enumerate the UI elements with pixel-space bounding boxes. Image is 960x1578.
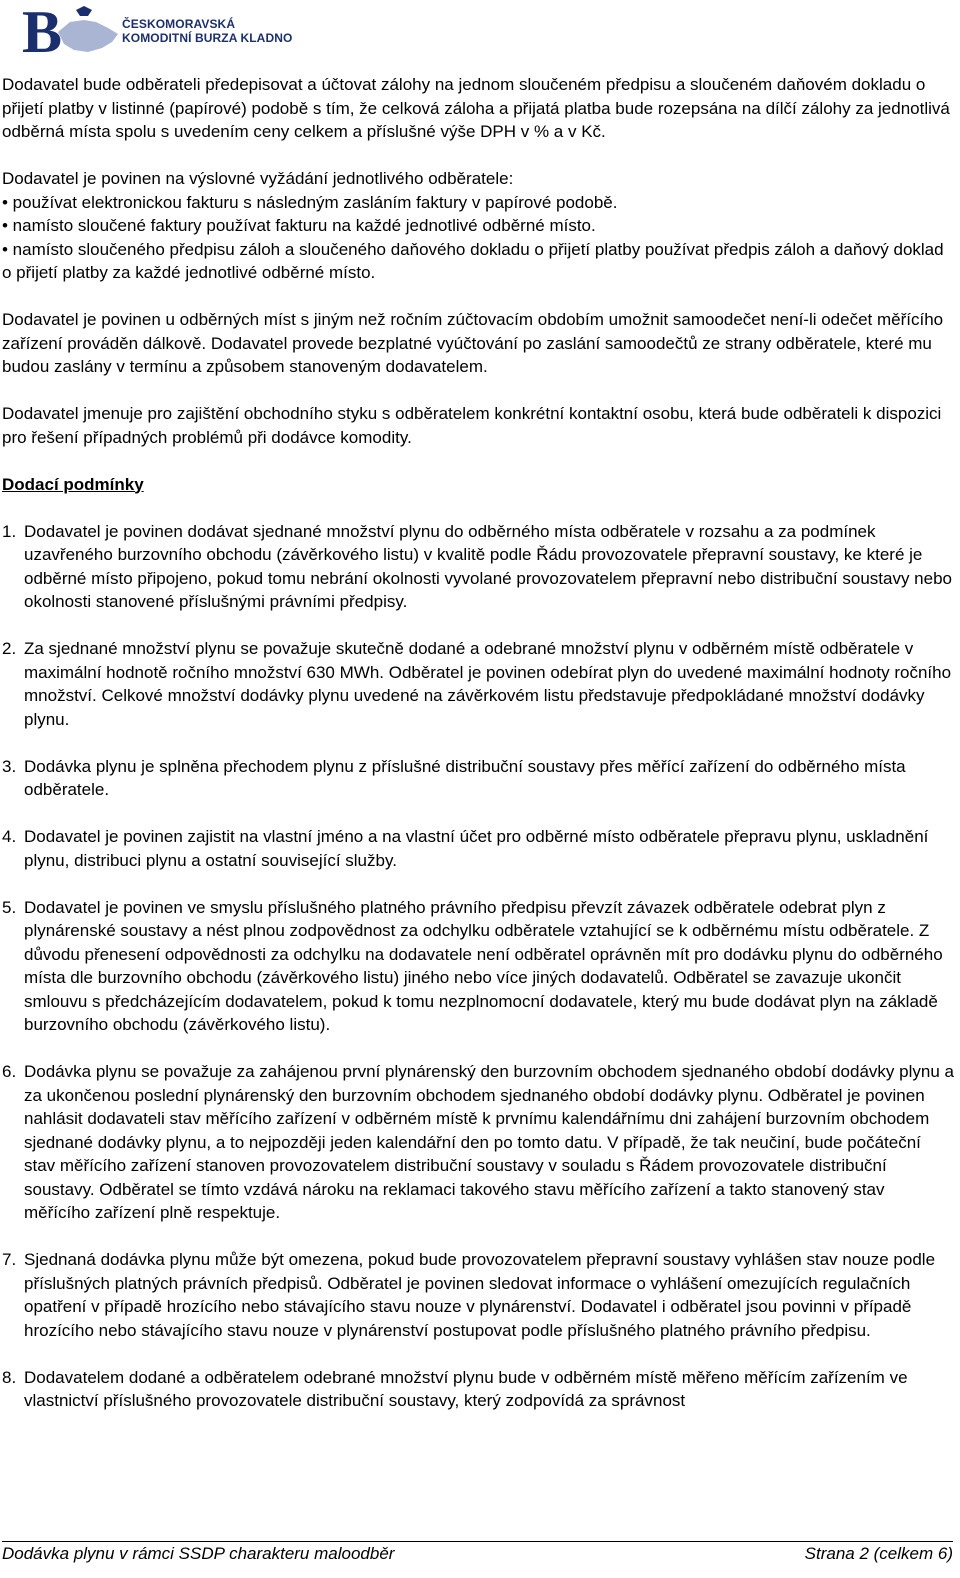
list-item-number: 7. xyxy=(2,1250,17,1269)
burza-logo-icon xyxy=(18,2,122,58)
list-item-number: 4. xyxy=(2,827,17,846)
list-item xyxy=(2,896,954,1037)
org-name-line2: KOMODITNÍ BURZA KLADNO xyxy=(122,30,293,45)
paragraph-contact-person: Dodavatel jmenuje pro zajištění obchodního styku s odběratelem konkrétní kontaktní osobu, která bude odběrateli k dispozici pro řešení případných problémů při dodávce komodity. xyxy=(2,404,942,447)
header xyxy=(18,2,308,58)
list-item xyxy=(2,825,954,872)
list-item xyxy=(2,637,954,731)
list-item-text: Dodávka plynu se považuje za zahájenou první plynárenský den burzovním obchodem sjednaného období dodávky plynu a za ukončenou poslední plynárenský den burzovním obchodem sjednaného období dodávky plynu. Odběratel je povinen nahlásit dodavateli stav měřícího zařízení v odběrném místě k prvnímu kalendářnímu dni zahájení burzovním obchodem sjednané dodávky plynu, a to nejpozději jeden kalendářní den po tomto datu. V případě, že tak neučiní, bude počáteční stav měřícího zařízení stanoven provozovatelem distribuční soustavy v souladu s Řádem provozovatele distribuční soustavy. Odběratel se tímto vzdává nároku na reklamaci takového stavu měřícího zařízení a takto stanovený stav měřícího zařízení plně respektuje. xyxy=(24,1062,954,1222)
list-item xyxy=(2,1366,954,1413)
document-body xyxy=(2,73,954,1436)
bullet-item: • používat elektronickou fakturu s následným zasláním faktury v papírové podobě. xyxy=(2,192,618,212)
list-item-text: Dodávka plynu je splněna přechodem plynu z příslušné distribuční soustavy přes měřící zařízení do odběrného místa odběratele. xyxy=(24,756,906,799)
footer-divider xyxy=(2,1541,953,1542)
page-footer xyxy=(2,1543,953,1565)
list-item-number: 8. xyxy=(2,1367,17,1387)
list-item-number: 5. xyxy=(2,897,17,917)
footer-document-title: Dodávka plynu v rámci SSDP charakteru maloodběr xyxy=(2,1544,395,1563)
paragraph-on-request xyxy=(2,167,954,285)
section-heading: Dodací podmínky xyxy=(2,474,144,494)
numbered-list xyxy=(2,520,954,1413)
list-item-text: Dodavatel je povinen dodávat sjednané množství plynu do odběrného místa odběratele v rozsahu a za podmínek uzavřeného burzovního obchodu (závěrkového listu) v kvalitě podle Řádu provozovatele přepravní soustavy, ke které je odběrné místo připojeno, pokud tomu nebrání okolnosti vyvolané provozovatelem přepravní nebo distribuční soustavy nebo okolnosti stanovené příslušnými právními předpisy. xyxy=(24,521,953,611)
list-item-number: 3. xyxy=(2,756,17,776)
list-item-number: 2. xyxy=(2,639,17,658)
list-item-text: Za sjednané množství plynu se považuje skutečně dodané a odebrané množství plynu v odběrném místě odběratele v maximální hodnotě ročního množství 630 MWh. Odběratel je povinen odebírat plyn do uvedené maximální hodnoty ročního množství. Celkové množství dodávky plynu uvedené na závěrkovém listu představuje předpokládané množství dodávky plynu. xyxy=(24,639,952,729)
paragraph-billing: Dodavatel bude odběrateli předepisovat a účtovat zálohy na jednom sloučeném předpisu a sloučeném daňovém dokladu o přijetí platby v listinné (papírové) podobě s tím, že celková záloha a přijatá platba bude rozepsána na dílčí zálohy za jednotlivá odběrná místa spolu s uvedením ceny celkem a příslušné výše DPH v % a v Kč. xyxy=(2,75,950,141)
org-name xyxy=(122,18,292,45)
logo-letter: B xyxy=(22,2,63,58)
paragraph-self-reading: Dodavatel je povinen u odběrných míst s jiným než ročním zúčtovacím obdobím umožnit samoodečet není-li odečet měřícího zařízení prováděn dálkově. Dodavatel provede bezplatné vyúčtování po zaslání samoodečtů ze strany odběratele, které mu budou zaslány v termínu a způsobem stanoveným dodavatelem. xyxy=(2,310,944,376)
list-item-text: Sjednaná dodávka plynu může být omezena, pokud bude provozovatelem přepravní soustavy vyhlášen stav nouze podle příslušných platných právních předpisů. Odběratel je povinen sledovat informace o vyhlášení omezujících regulačních opatření v případě hrozícího nebo stávajícího stavu nouze v plynárenství. Dodavatel i odběratel jsou povinni v případě hrozícího nebo stávajícího stavu nouze v plynárenství postupovat podle příslušného platného právního předpisu. xyxy=(24,1250,936,1340)
list-item xyxy=(2,755,954,802)
list-item xyxy=(2,1248,954,1342)
list-item-number: 1. xyxy=(2,521,17,541)
bullet-item: • namísto sloučeného předpisu záloh a sloučeného daňového dokladu o přijetí platby používat předpis záloh a daňový doklad o přijetí platby za každé jednotlivé odběrné místo. xyxy=(2,239,944,282)
list-item-number: 6. xyxy=(2,1062,17,1081)
list-item-text: Dodavatelem dodané a odběratelem odebrané množství plynu bude v odběrném místě měřeno měřícím zařízením ve vlastnictví příslušného provozovatele distribuční soustavy, který zodpovídá za správnost xyxy=(24,1367,908,1410)
org-name-line1: ČESKOMORAVSKÁ xyxy=(122,17,236,31)
list-item xyxy=(2,520,954,614)
bullet-item: • namísto sloučené faktury používat fakturu na každé jednotlivé odběrné místo. xyxy=(2,216,596,235)
paragraph-intro: Dodavatel je povinen na výslovné vyžádání jednotlivého odběratele: xyxy=(2,169,514,188)
list-item-text: Dodavatel je povinen ve smyslu příslušného platného právního předpisu převzít závazek odběratele odebrat plyn z plynárenské soustavy a nést plnou zodpovědnost za odchylku odběratele vztahující se k odběrnému místu odběratele. Z důvodu přenesení odpovědnosti za odchylku na dodavatele není odběratel oprávněn mít pro dodávku plynu do odběrného místa dle burzovního obchodu (závěrkového listu) jiného nebo více jiných dodavatelů. Odběratel se zavazuje ukončit smlouvu s předcházejícím dodavatelem, pokud k tomu nezplnomocní dodavatele, který mu bude dodávat plyn na základě burzovního obchodu (závěrkového listu). xyxy=(24,897,943,1034)
list-item-text: Dodavatel je povinen zajistit na vlastní jméno a na vlastní účet pro odběrné místo odběratele přepravu plynu, uskladnění plynu, distribuci plynu a ostatní související služby. xyxy=(24,827,929,870)
page-number: Strana 2 (celkem 6) xyxy=(804,1544,953,1563)
list-item xyxy=(2,1060,954,1225)
